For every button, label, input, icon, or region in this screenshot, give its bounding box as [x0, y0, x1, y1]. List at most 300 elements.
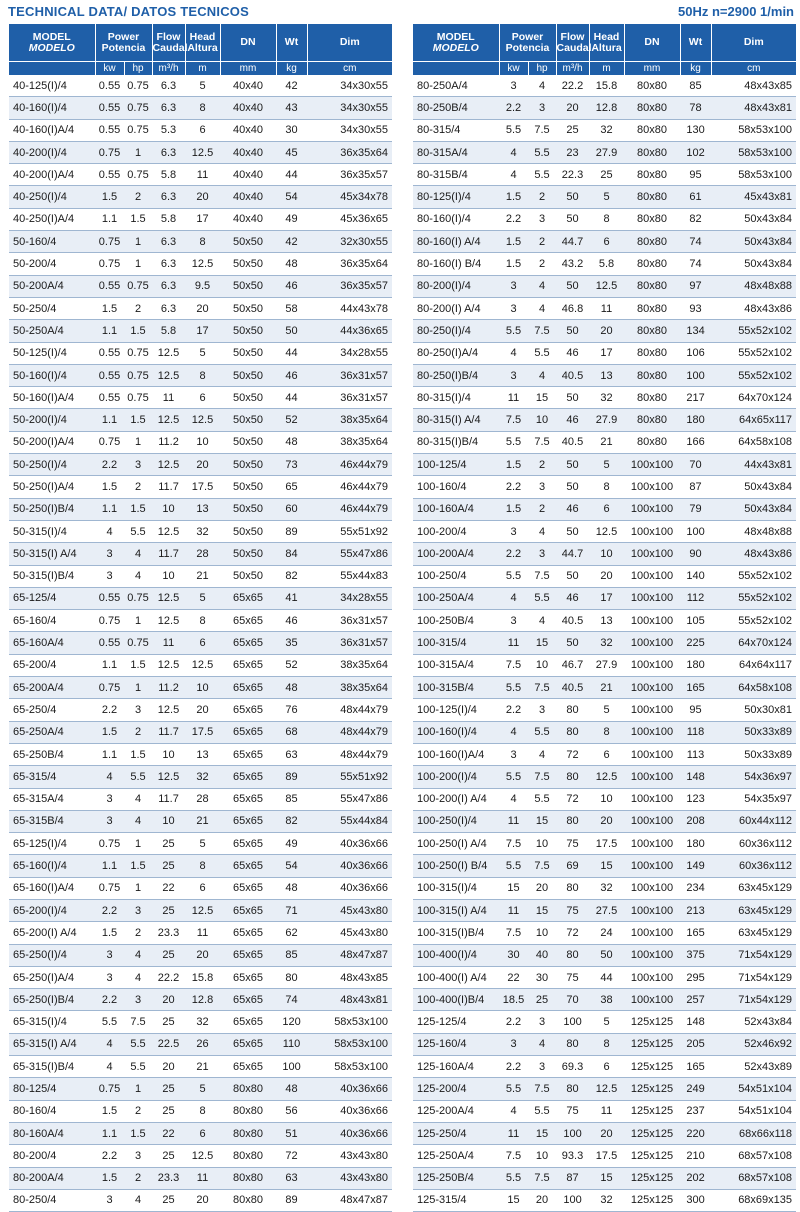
cell-dn: 100x100	[624, 632, 680, 654]
page-title: TECHNICAL DATA/ DATOS TECNICOS	[8, 4, 249, 19]
cell-model: 40-200(I)/4	[9, 141, 95, 163]
cell-model: 65-125/4	[9, 587, 95, 609]
cell-dim: 58x53x100	[711, 164, 796, 186]
cell-model: 80-315(I)/4	[413, 387, 499, 409]
cell-wt: 58	[276, 297, 307, 319]
cell-flow: 22.5	[152, 1033, 185, 1055]
cell-wt: 210	[680, 1145, 711, 1167]
cell-dn: 100x100	[624, 476, 680, 498]
cell-hp: 3	[124, 899, 152, 921]
cell-head: 12.8	[589, 97, 624, 119]
cell-hp: 3	[528, 1011, 556, 1033]
cell-head: 20	[589, 810, 624, 832]
cell-flow: 80	[556, 810, 589, 832]
cell-flow: 100	[556, 1189, 589, 1211]
header-flow: Flow Caudal	[152, 24, 185, 62]
cell-dn: 100x100	[624, 498, 680, 520]
cell-hp: 5.5	[124, 766, 152, 788]
cell-wt: 102	[680, 141, 711, 163]
cell-kw: 3	[499, 610, 528, 632]
cell-wt: 51	[276, 1122, 307, 1144]
cell-dim: 48x47x87	[307, 1189, 392, 1211]
cell-model: 80-315B/4	[413, 164, 499, 186]
cell-head: 8	[185, 1100, 220, 1122]
cell-dim: 58x53x100	[307, 1056, 392, 1078]
cell-wt: 180	[680, 409, 711, 431]
cell-flow: 22.2	[556, 75, 589, 97]
table-row	[413, 75, 796, 97]
cell-dim: 46x44x79	[307, 498, 392, 520]
cell-dn: 50x50	[220, 543, 276, 565]
cell-flow: 22.3	[556, 164, 589, 186]
cell-hp: 7.5	[528, 677, 556, 699]
cell-dim: 46x44x79	[307, 476, 392, 498]
unit-dim: cm	[711, 62, 796, 76]
cell-flow: 12.5	[152, 520, 185, 542]
table-row	[9, 899, 392, 921]
cell-dn: 100x100	[624, 833, 680, 855]
cell-dim: 63x45x129	[711, 899, 796, 921]
cell-model: 50-160/4	[9, 231, 95, 253]
cell-head: 11	[185, 922, 220, 944]
cell-head: 10	[589, 788, 624, 810]
cell-dim: 50x33x89	[711, 721, 796, 743]
cell-kw: 5.5	[499, 320, 528, 342]
cell-flow: 46.7	[556, 654, 589, 676]
cell-dim: 44x36x65	[307, 320, 392, 342]
table-row	[9, 632, 392, 654]
cell-hp: 4	[124, 810, 152, 832]
cell-dn: 50x50	[220, 476, 276, 498]
cell-hp: 25	[528, 989, 556, 1011]
cell-kw: 15	[499, 1189, 528, 1211]
cell-dn: 100x100	[624, 520, 680, 542]
cell-head: 32	[185, 766, 220, 788]
cell-wt: 205	[680, 1033, 711, 1055]
cell-hp: 40	[528, 944, 556, 966]
cell-model: 50-160(I)A/4	[9, 387, 95, 409]
cell-kw: 0.55	[95, 342, 124, 364]
cell-dn: 80x80	[624, 297, 680, 319]
cell-flow: 5.8	[152, 164, 185, 186]
cell-kw: 3	[95, 944, 124, 966]
cell-model: 100-250/4	[413, 565, 499, 587]
cell-dn: 80x80	[220, 1167, 276, 1189]
cell-wt: 52	[276, 409, 307, 431]
table-row	[413, 877, 796, 899]
cell-flow: 70	[556, 989, 589, 1011]
cell-hp: 5.5	[124, 520, 152, 542]
cell-kw: 2.2	[95, 454, 124, 476]
cell-model: 80-160A/4	[9, 1122, 95, 1144]
cell-dn: 80x80	[220, 1145, 276, 1167]
cell-model: 65-250(I)/4	[9, 944, 95, 966]
cell-model: 100-125/4	[413, 454, 499, 476]
cell-wt: 89	[276, 1189, 307, 1211]
cell-wt: 42	[276, 231, 307, 253]
cell-dim: 44x43x78	[307, 297, 392, 319]
cell-wt: 225	[680, 632, 711, 654]
cell-dim: 55x52x102	[711, 610, 796, 632]
cell-dim: 60x44x112	[711, 810, 796, 832]
table-row	[9, 364, 392, 386]
cell-hp: 1	[124, 1078, 152, 1100]
table-row	[413, 498, 796, 520]
cell-wt: 100	[680, 520, 711, 542]
table-row	[413, 342, 796, 364]
table-row	[9, 833, 392, 855]
cell-wt: 166	[680, 431, 711, 453]
cell-flow: 6.3	[152, 141, 185, 163]
cell-flow: 50	[556, 520, 589, 542]
cell-kw: 1.5	[95, 922, 124, 944]
cell-head: 32	[589, 387, 624, 409]
cell-dim: 50x43x84	[711, 498, 796, 520]
header-wt: Wt	[276, 24, 307, 62]
cell-flow: 46	[556, 587, 589, 609]
cell-hp: 0.75	[124, 342, 152, 364]
cell-dim: 50x43x84	[711, 231, 796, 253]
cell-kw: 11	[499, 899, 528, 921]
cell-wt: 82	[276, 565, 307, 587]
cell-dn: 100x100	[624, 610, 680, 632]
cell-head: 17	[185, 320, 220, 342]
cell-dn: 65x65	[220, 677, 276, 699]
table-row	[413, 677, 796, 699]
table-row	[413, 1189, 796, 1211]
cell-model: 80-160/4	[9, 1100, 95, 1122]
cell-dn: 80x80	[220, 1100, 276, 1122]
cell-kw: 2.2	[499, 97, 528, 119]
cell-hp: 3	[528, 97, 556, 119]
cell-hp: 1.5	[124, 320, 152, 342]
table-row	[9, 476, 392, 498]
cell-flow: 75	[556, 899, 589, 921]
cell-kw: 7.5	[499, 922, 528, 944]
table-row	[9, 922, 392, 944]
cell-dn: 65x65	[220, 743, 276, 765]
cell-flow: 80	[556, 699, 589, 721]
table-row	[413, 320, 796, 342]
table-row	[9, 75, 392, 97]
table-row	[413, 788, 796, 810]
table-row	[9, 1189, 392, 1211]
cell-head: 17.5	[589, 833, 624, 855]
cell-head: 20	[185, 944, 220, 966]
cell-head: 17.5	[185, 721, 220, 743]
cell-dim: 55x51x92	[307, 766, 392, 788]
cell-dn: 65x65	[220, 899, 276, 921]
cell-model: 40-160(I)/4	[9, 97, 95, 119]
cell-hp: 2	[124, 721, 152, 743]
cell-head: 17.5	[589, 1145, 624, 1167]
cell-hp: 10	[528, 922, 556, 944]
unit-dim: cm	[307, 62, 392, 76]
cell-kw: 2.2	[499, 476, 528, 498]
cell-dn: 65x65	[220, 989, 276, 1011]
cell-wt: 95	[680, 164, 711, 186]
cell-dn: 50x50	[220, 454, 276, 476]
cell-flow: 11.7	[152, 543, 185, 565]
cell-model: 80-315/4	[413, 119, 499, 141]
cell-head: 10	[185, 431, 220, 453]
cell-dim: 64x58x108	[711, 677, 796, 699]
cell-hp: 7.5	[528, 565, 556, 587]
cell-kw: 4	[95, 520, 124, 542]
cell-head: 12.5	[185, 409, 220, 431]
cell-head: 6	[589, 498, 624, 520]
cell-dim: 44x43x81	[711, 454, 796, 476]
cell-kw: 0.55	[95, 364, 124, 386]
cell-hp: 15	[528, 1122, 556, 1144]
cell-flow: 20	[152, 1056, 185, 1078]
cell-model: 100-160/4	[413, 476, 499, 498]
cell-flow: 75	[556, 1100, 589, 1122]
cell-head: 20	[185, 454, 220, 476]
cell-kw: 4	[95, 1033, 124, 1055]
cell-model: 65-250A/4	[9, 721, 95, 743]
cell-kw: 3	[95, 1189, 124, 1211]
cell-dim: 55x52x102	[711, 565, 796, 587]
table-row	[413, 1033, 796, 1055]
cell-dim: 54x36x97	[711, 766, 796, 788]
cell-dim: 38x35x64	[307, 654, 392, 676]
cell-dim: 48x43x81	[307, 989, 392, 1011]
table-row	[413, 97, 796, 119]
cell-hp: 4	[528, 297, 556, 319]
cell-wt: 217	[680, 387, 711, 409]
cell-dn: 65x65	[220, 610, 276, 632]
cell-wt: 120	[276, 1011, 307, 1033]
cell-kw: 18.5	[499, 989, 528, 1011]
cell-kw: 1.5	[95, 721, 124, 743]
cell-wt: 65	[276, 476, 307, 498]
table-row	[413, 610, 796, 632]
cell-hp: 3	[528, 699, 556, 721]
cell-hp: 3	[124, 699, 152, 721]
cell-wt: 44	[276, 164, 307, 186]
cell-model: 65-160(I)/4	[9, 855, 95, 877]
table-row	[9, 810, 392, 832]
cell-model: 100-250(I) B/4	[413, 855, 499, 877]
cell-model: 125-250/4	[413, 1122, 499, 1144]
cell-dim: 32x30x55	[307, 231, 392, 253]
cell-dim: 50x30x81	[711, 699, 796, 721]
cell-dn: 80x80	[624, 364, 680, 386]
cell-flow: 20	[152, 989, 185, 1011]
cell-dim: 64x70x124	[711, 632, 796, 654]
cell-kw: 7.5	[499, 409, 528, 431]
cell-kw: 0.55	[95, 119, 124, 141]
cell-model: 100-250(I)/4	[413, 810, 499, 832]
cell-dn: 40x40	[220, 119, 276, 141]
table-row	[9, 677, 392, 699]
header-wt: Wt	[680, 24, 711, 62]
cell-kw: 3	[499, 297, 528, 319]
cell-dim: 34x30x55	[307, 119, 392, 141]
cell-head: 32	[185, 520, 220, 542]
table-row	[413, 766, 796, 788]
cell-wt: 48	[276, 877, 307, 899]
cell-kw: 5.5	[499, 1167, 528, 1189]
table-row	[9, 186, 392, 208]
cell-head: 28	[185, 543, 220, 565]
cell-hp: 1.5	[124, 855, 152, 877]
cell-dn: 50x50	[220, 364, 276, 386]
cell-dim: 36x31x57	[307, 610, 392, 632]
cell-flow: 10	[152, 565, 185, 587]
cell-head: 11	[589, 1100, 624, 1122]
cell-dim: 48x48x88	[711, 275, 796, 297]
cell-model: 65-125(I)/4	[9, 833, 95, 855]
cell-head: 11	[185, 164, 220, 186]
cell-hp: 15	[528, 632, 556, 654]
cell-kw: 1.1	[95, 409, 124, 431]
table-row	[413, 654, 796, 676]
cell-head: 27.9	[589, 654, 624, 676]
cell-hp: 0.75	[124, 364, 152, 386]
cell-hp: 5.5	[528, 141, 556, 163]
cell-dim: 50x43x84	[711, 253, 796, 275]
cell-model: 50-200(I)/4	[9, 409, 95, 431]
cell-dim: 50x43x84	[711, 208, 796, 230]
table-row	[9, 1145, 392, 1167]
cell-dim: 60x36x112	[711, 833, 796, 855]
cell-flow: 10	[152, 743, 185, 765]
cell-dn: 100x100	[624, 543, 680, 565]
cell-flow: 75	[556, 833, 589, 855]
cell-dn: 40x40	[220, 164, 276, 186]
cell-flow: 10	[152, 810, 185, 832]
cell-dn: 80x80	[624, 275, 680, 297]
cell-head: 24	[589, 922, 624, 944]
cell-dim: 34x28x55	[307, 342, 392, 364]
cell-dn: 50x50	[220, 297, 276, 319]
cell-flow: 6.3	[152, 186, 185, 208]
cell-kw: 1.5	[499, 253, 528, 275]
cell-hp: 5.5	[528, 1100, 556, 1122]
cell-wt: 134	[680, 320, 711, 342]
cell-head: 12.5	[589, 275, 624, 297]
cell-dim: 55x51x92	[307, 520, 392, 542]
cell-flow: 11.7	[152, 476, 185, 498]
cell-wt: 113	[680, 743, 711, 765]
cell-hp: 2	[124, 476, 152, 498]
cell-flow: 40.5	[556, 431, 589, 453]
table-row	[9, 877, 392, 899]
cell-kw: 0.55	[95, 587, 124, 609]
cell-hp: 5.5	[528, 788, 556, 810]
cell-wt: 42	[276, 75, 307, 97]
cell-wt: 165	[680, 1056, 711, 1078]
cell-flow: 22.2	[152, 966, 185, 988]
cell-wt: 84	[276, 543, 307, 565]
cell-wt: 70	[680, 454, 711, 476]
cell-hp: 1.5	[124, 498, 152, 520]
cell-dn: 100x100	[624, 721, 680, 743]
cell-wt: 46	[276, 275, 307, 297]
unit-model	[9, 62, 95, 76]
cell-flow: 80	[556, 1033, 589, 1055]
table-row	[413, 699, 796, 721]
cell-dn: 65x65	[220, 1011, 276, 1033]
cell-model: 125-160/4	[413, 1033, 499, 1055]
unit-dn: mm	[624, 62, 680, 76]
cell-hp: 5.5	[528, 342, 556, 364]
cell-flow: 43.2	[556, 253, 589, 275]
cell-wt: 249	[680, 1078, 711, 1100]
table-row	[413, 1011, 796, 1033]
cell-dn: 65x65	[220, 788, 276, 810]
cell-hp: 15	[528, 899, 556, 921]
cell-dn: 100x100	[624, 699, 680, 721]
cell-kw: 1.1	[95, 855, 124, 877]
cell-model: 65-315(I)/4	[9, 1011, 95, 1033]
cell-head: 5	[185, 75, 220, 97]
cell-flow: 25	[152, 1100, 185, 1122]
cell-dim: 58x53x100	[711, 141, 796, 163]
cell-dn: 50x50	[220, 520, 276, 542]
cell-model: 40-160(I)A/4	[9, 119, 95, 141]
cell-hp: 0.75	[124, 75, 152, 97]
table-row	[413, 1122, 796, 1144]
table-row	[9, 297, 392, 319]
cell-head: 44	[589, 966, 624, 988]
cell-hp: 4	[528, 610, 556, 632]
cell-flow: 72	[556, 788, 589, 810]
cell-flow: 50	[556, 387, 589, 409]
cell-flow: 80	[556, 766, 589, 788]
cell-hp: 5.5	[528, 587, 556, 609]
cell-model: 50-315(I)/4	[9, 520, 95, 542]
cell-kw: 0.55	[95, 387, 124, 409]
cell-hp: 0.75	[124, 275, 152, 297]
cell-kw: 1.5	[499, 231, 528, 253]
spec-table-right	[413, 24, 796, 1212]
cell-wt: 112	[680, 587, 711, 609]
cell-head: 5.8	[589, 253, 624, 275]
cell-kw: 1.1	[95, 498, 124, 520]
cell-kw: 1.5	[95, 297, 124, 319]
cell-kw: 1.1	[95, 1122, 124, 1144]
cell-hp: 15	[528, 810, 556, 832]
cell-model: 50-250(I)A/4	[9, 476, 95, 498]
table-row	[413, 1100, 796, 1122]
cell-kw: 11	[499, 632, 528, 654]
cell-hp: 10	[528, 833, 556, 855]
cell-hp: 2	[528, 253, 556, 275]
cell-model: 100-200(I) A/4	[413, 788, 499, 810]
cell-dim: 52x46x92	[711, 1033, 796, 1055]
cell-model: 100-315(I)/4	[413, 877, 499, 899]
cell-wt: 208	[680, 810, 711, 832]
cell-dn: 125x125	[624, 1167, 680, 1189]
cell-flow: 10	[152, 498, 185, 520]
cell-wt: 56	[276, 1100, 307, 1122]
cell-dn: 100x100	[624, 855, 680, 877]
cell-wt: 62	[276, 922, 307, 944]
cell-flow: 12.5	[152, 587, 185, 609]
table-row	[413, 632, 796, 654]
cell-kw: 1.5	[95, 1167, 124, 1189]
cell-hp: 7.5	[528, 1078, 556, 1100]
cell-wt: 165	[680, 922, 711, 944]
table-row	[413, 387, 796, 409]
header-head: Head Altura	[185, 24, 220, 62]
cell-dim: 48x48x88	[711, 520, 796, 542]
cell-flow: 12.5	[152, 766, 185, 788]
cell-model: 65-315A/4	[9, 788, 95, 810]
